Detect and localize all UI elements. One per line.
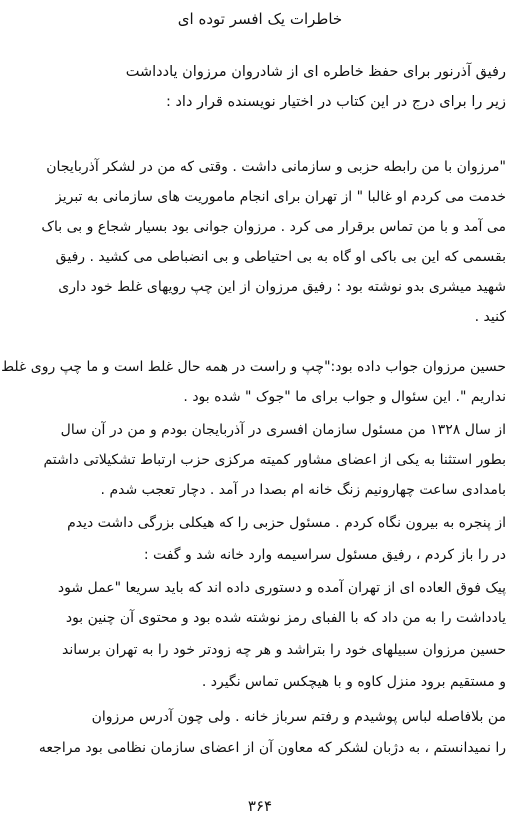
body-line: می آمد و با من تماس برقرار می کرد . مرزوان جوانی بود بسیار شجاع و بی باک [41,219,506,235]
page-title: خاطرات یک افسر توده ای [177,10,343,28]
body-line: نداریم ". این سئوال و جواب برای ما "جوک " شده بود . [183,389,506,405]
intro-line: زیر را برای درج در این کتاب در اختیار نویسنده قرار داد : [165,94,506,110]
body-line: "مرزوان با من رابطه حزبی و سازمانی داشت . وقتی که من در لشکر آذربایجان [46,159,506,175]
page-number: ۳۶۴ [247,797,273,815]
body-line: شهید میشری بدو نوشته بود : رفیق مرزوان از این چپ رویهای غلط خود داری [58,279,506,295]
body-line: از پنجره به بیرون نگاه کردم . مسئول حزبی را که هیکلی بزرگی داشت دیدم [67,515,506,531]
body-line: در را باز کردم ، رفیق مسئول سراسیمه وارد خانه شد و گفت : [143,547,506,563]
body-line: حسین مرزوان سبیلهای خود را بتراشد و هر چه زودتر خود را به تهران برساند [61,642,506,658]
body-line: از سال ۱۳۲۸ من مسئول سازمان افسری در آذربایجان بودم و من در آن سال [60,422,506,438]
body-line: پیک فوق العاده ای از تهران آمده و دستوری داده اند که باید سریعا "عمل شود [57,580,506,596]
body-line: کنید . [474,309,506,325]
body-line: خدمت می کردم او غالبا " از تهران برای انجام ماموریت های سازمانی به تبریز [54,189,506,205]
body-line: حسین مرزوان جواب داده بود:"چپ و راست در همه حال غلط است و ما چپ روی غلط [1,359,506,375]
body-line: یادداشت را به من داد که با الفبای رمز نوشته شده بود و محتوی آن چنین بود [65,610,506,626]
body-line: را نمیدانستم ، به دژبان لشکر که معاون آن از اعضای سازمان نظامی بود مراجعه [38,740,506,756]
intro-line: رفیق آذرنور برای حفظ خاطره ای از شادروان مرزوان یادداشت [125,64,506,80]
body-line: بطور استثنا به یکی از اعضای مشاور کمیته مرکزی حزب ارتباط تشکیلاتی داشتم [43,452,506,468]
body-line: بامدادی ساعت چهارونیم زنگ خانه ام بصدا در آمد . دچار تعجب شدم . [100,482,506,498]
body-line: بقسمی که این بی باکی او گاه به بی احتیاطی و بی انضباطی می کشید . رفیق [55,249,506,265]
body-line: و مستقیم برود منزل کاوه و با هیچکس تماس نگیرد . [201,674,506,690]
body-line: من بلافاصله لباس پوشیدم و رفتم سرباز خانه . ولی چون آدرس مرزوان [91,709,506,725]
